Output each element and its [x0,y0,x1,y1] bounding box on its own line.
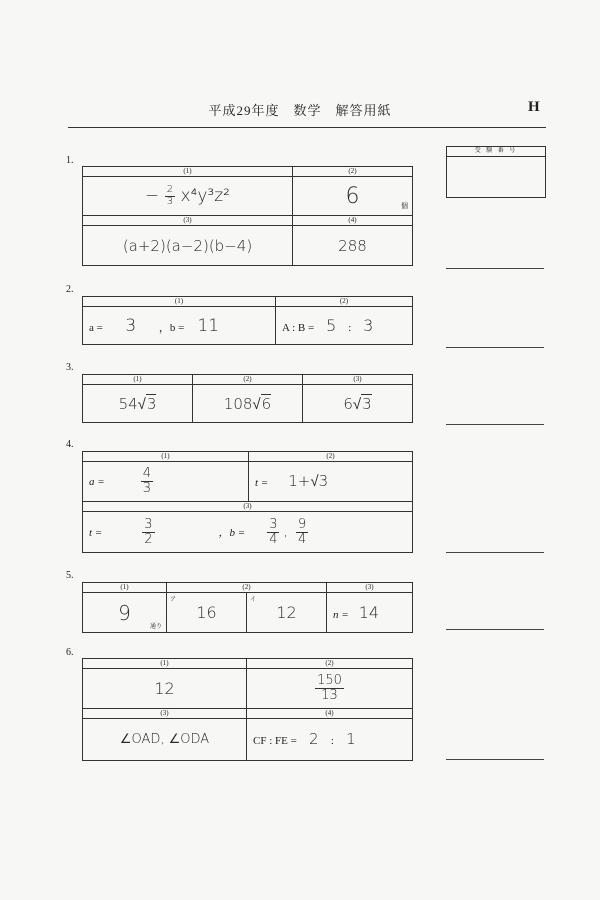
q5-i-value: 12 [276,602,297,622]
q4-header-3: (3) [83,502,413,512]
score-line-6 [446,759,544,760]
exam-number-box[interactable] [446,146,546,198]
q1-a2-unit: 個 [401,202,408,210]
q5-answer-2b[interactable] [247,593,327,633]
q5-header-1: (1) [83,583,167,593]
q3-answer-2[interactable]: 108√6 [193,385,303,423]
q4-b3-numerator-2: 9 [297,516,307,532]
q3-a2-radicand: 6 [261,395,272,413]
q2-ratio-b: 3 [363,315,374,335]
q6-answer-3[interactable]: ∠OAD, ∠ODA [83,719,247,761]
q5-a1-value: 9 [118,600,131,625]
exam-number-label: 受 験 番 号 [447,147,545,157]
q4-t-label: t = [255,477,269,489]
q5-header-3: (3) [327,583,413,593]
q3-a1-coefficient: 54 [118,395,138,413]
score-line-2 [446,347,544,348]
question-1-table [82,166,413,266]
question-3-table [82,374,413,423]
q3-header-3: (3) [303,375,413,385]
q6-answer-4[interactable] [247,719,413,761]
q2-ratio-a: 5 [326,315,337,335]
score-line-1 [446,268,544,269]
q2-header-2: (2) [276,297,413,307]
q1-header-1: (1) [83,167,293,177]
q1-answer-1[interactable] [83,177,293,216]
q3-header-2: (2) [193,375,303,385]
q1-header-2: (2) [293,167,413,177]
q1-header-3: (3) [83,216,293,226]
q6-header-4: (4) [247,709,413,719]
form-code: H [528,99,540,115]
q6-ratio-a: 2 [309,730,319,748]
q4-header-1: (1) [83,452,249,462]
q3-a1-radicand: 3 [146,395,157,413]
question-3-number: 3. [66,362,74,373]
q1-answer-2[interactable] [293,177,413,216]
question-5-number: 5. [66,570,74,581]
q6-header-2: (2) [247,659,413,669]
page-title: 平成29年度 数学 解答用紙 [208,103,392,118]
q6-ratio-b: 1 [346,730,356,748]
q5-header-2: (2) [167,583,327,593]
q2-answer-1[interactable] [83,307,276,345]
q1-answer-3[interactable]: (a+2)(a−2)(b−4) [83,226,293,266]
q6-a2-denominator: 13 [321,688,338,703]
q5-n-label: n = [333,608,349,621]
q6-a2-numerator: 150 [317,673,342,689]
q6-ratio-label: CF : FE = [253,735,297,747]
q1-header-4: (4) [293,216,413,226]
question-2-table [82,296,413,345]
q4-a-numerator: 4 [142,466,151,482]
score-line-3 [446,424,544,425]
q6-header-1: (1) [83,659,247,669]
q5-answer-2a[interactable] [167,593,247,633]
q3-answer-3[interactable]: 6√3 [303,385,413,423]
q4-t3-denominator: 2 [144,531,153,547]
q4-b3-label: ，b = [218,526,246,539]
score-line-4 [446,552,544,553]
question-4-table [82,451,413,553]
q4-b3-denominator-2: 4 [297,531,307,547]
q1-a1-numerator: 2 [166,184,174,195]
question-1-number: 1. [66,155,74,166]
q4-b3-numerator-1: 3 [269,516,278,532]
q4-answer-3[interactable] [83,512,413,553]
header-rule [68,127,546,128]
question-5-table [82,582,413,633]
q1-a1-expression: x⁴y³z² [180,186,230,206]
q4-t-value: 1+√3 [288,472,329,490]
question-6-number: 6. [66,647,74,658]
q3-a3-coefficient: 6 [343,395,353,413]
q6-header-3: (3) [83,709,247,719]
q2-answer-2[interactable] [276,307,413,345]
q4-a-label: a = [89,476,105,489]
q2-b-label: ，b = [158,321,185,334]
q2-ratio-separator: : [348,321,352,334]
q6-answer-1[interactable]: 12 [83,669,247,709]
q5-kana-a: ア [170,596,177,603]
q1-a1-denominator: 3 [166,195,174,207]
q3-answer-1[interactable]: 54√3 [83,385,193,423]
q3-a3-radicand: 3 [362,395,372,413]
score-line-5 [446,629,544,630]
q4-answer-1[interactable] [83,462,249,502]
q4-b3-separator: , [283,523,288,540]
q4-t3-numerator: 3 [144,516,153,532]
q4-t3-label: t = [89,526,103,539]
q4-answer-2[interactable] [249,462,413,502]
q5-a-value: 16 [196,602,217,622]
q6-answer-2[interactable] [247,669,413,709]
q3-header-1: (1) [83,375,193,385]
q4-a-denominator: 3 [142,481,151,496]
q5-answer-3[interactable] [327,593,413,633]
q2-header-1: (1) [83,297,276,307]
q5-n-value: 14 [358,602,380,622]
q3-a2-coefficient: 108 [223,395,253,413]
question-4-number: 4. [66,439,74,450]
question-2-number: 2. [66,284,74,295]
q2-b-value: 11 [197,315,220,336]
q6-ratio-separator: : [330,735,334,747]
q1-answer-4[interactable]: 288 [293,226,413,266]
q5-a1-unit: 通り [149,623,162,630]
q1-a1-sign: − [145,186,160,206]
q2-ratio-label: A : B = [282,321,315,334]
q2-a-value: 3 [125,315,137,336]
q4-b3-denominator-1: 4 [269,531,278,547]
q1-a2-value: 6 [345,183,360,209]
q4-header-2: (2) [249,452,413,462]
q5-answer-1[interactable] [83,593,167,633]
q5-kana-i: イ [250,596,257,603]
q2-a-label: a = [89,321,103,334]
question-6-table [82,658,413,761]
